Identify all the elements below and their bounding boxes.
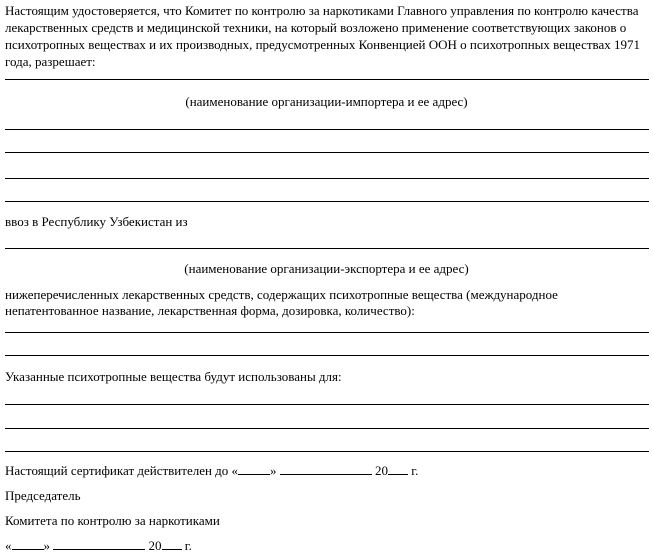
intro-line-4: года, разрешает: bbox=[5, 54, 96, 69]
validity-quote-close: » bbox=[270, 463, 277, 478]
signature-suffix: г. bbox=[184, 538, 192, 553]
usage-entry-line-2[interactable] bbox=[5, 428, 649, 429]
signature-date-line bbox=[5, 537, 192, 554]
signature-day-field[interactable] bbox=[12, 537, 44, 550]
validity-year-field[interactable] bbox=[388, 462, 408, 475]
chairman-label: Председатель bbox=[5, 488, 81, 503]
committee-label: Комитета по контролю за наркотиками bbox=[5, 513, 220, 528]
importer-name-line[interactable] bbox=[5, 79, 649, 80]
validity-line bbox=[5, 462, 418, 479]
validity-suffix: г. bbox=[411, 463, 419, 478]
drugs-entry-line-1[interactable] bbox=[5, 332, 649, 333]
intro-line-1: Настоящим удостоверяется, что Комитет по контролю за наркотиками Главного управления по контролю качества bbox=[5, 3, 639, 18]
signature-year-prefix: 20 bbox=[148, 538, 162, 553]
drugs-entry-line-2[interactable] bbox=[5, 355, 649, 356]
importer-address-line-3[interactable] bbox=[5, 178, 649, 179]
drugs-line-2: непатентованное название, лекарственная форма, дозировка, количество): bbox=[5, 303, 415, 318]
importer-address-line-4[interactable] bbox=[5, 201, 649, 202]
signature-year-field[interactable] bbox=[162, 537, 182, 550]
importer-address-line-2[interactable] bbox=[5, 152, 649, 153]
validity-prefix: Настоящий сертификат действителен до « bbox=[5, 463, 239, 478]
importer-address-line-1[interactable] bbox=[5, 129, 649, 130]
signature-quote-close: » bbox=[43, 538, 50, 553]
drugs-line-1: нижеперечисленных лекарственных средств, содержащих психотропные вещества (международное bbox=[5, 287, 558, 302]
usage-entry-line-3[interactable] bbox=[5, 451, 649, 452]
importer-caption: (наименование организации-импортера и ее адрес) bbox=[185, 94, 468, 109]
usage-entry-line-1[interactable] bbox=[5, 404, 649, 405]
validity-year-prefix: 20 bbox=[375, 463, 389, 478]
signature-month-field[interactable] bbox=[53, 537, 145, 550]
exporter-name-line[interactable] bbox=[5, 248, 649, 249]
intro-line-3: психотропных веществах и их производных, предусмотренных Конвенцией ООН о психотропных веществах 1971 bbox=[5, 37, 641, 52]
entry-text: ввоз в Республику Узбекистан из bbox=[5, 214, 188, 229]
validity-day-field[interactable] bbox=[238, 462, 270, 475]
exporter-caption: (наименование организации-экспортера и ее адрес) bbox=[184, 261, 469, 276]
signature-quote-open: « bbox=[5, 538, 12, 553]
validity-month-field[interactable] bbox=[280, 462, 372, 475]
usage-text: Указанные психотропные вещества будут использованы для: bbox=[5, 369, 342, 384]
intro-line-2: лекарственных средств и медицинской техники, на который возложено применение соответствующих законов о bbox=[5, 20, 627, 35]
